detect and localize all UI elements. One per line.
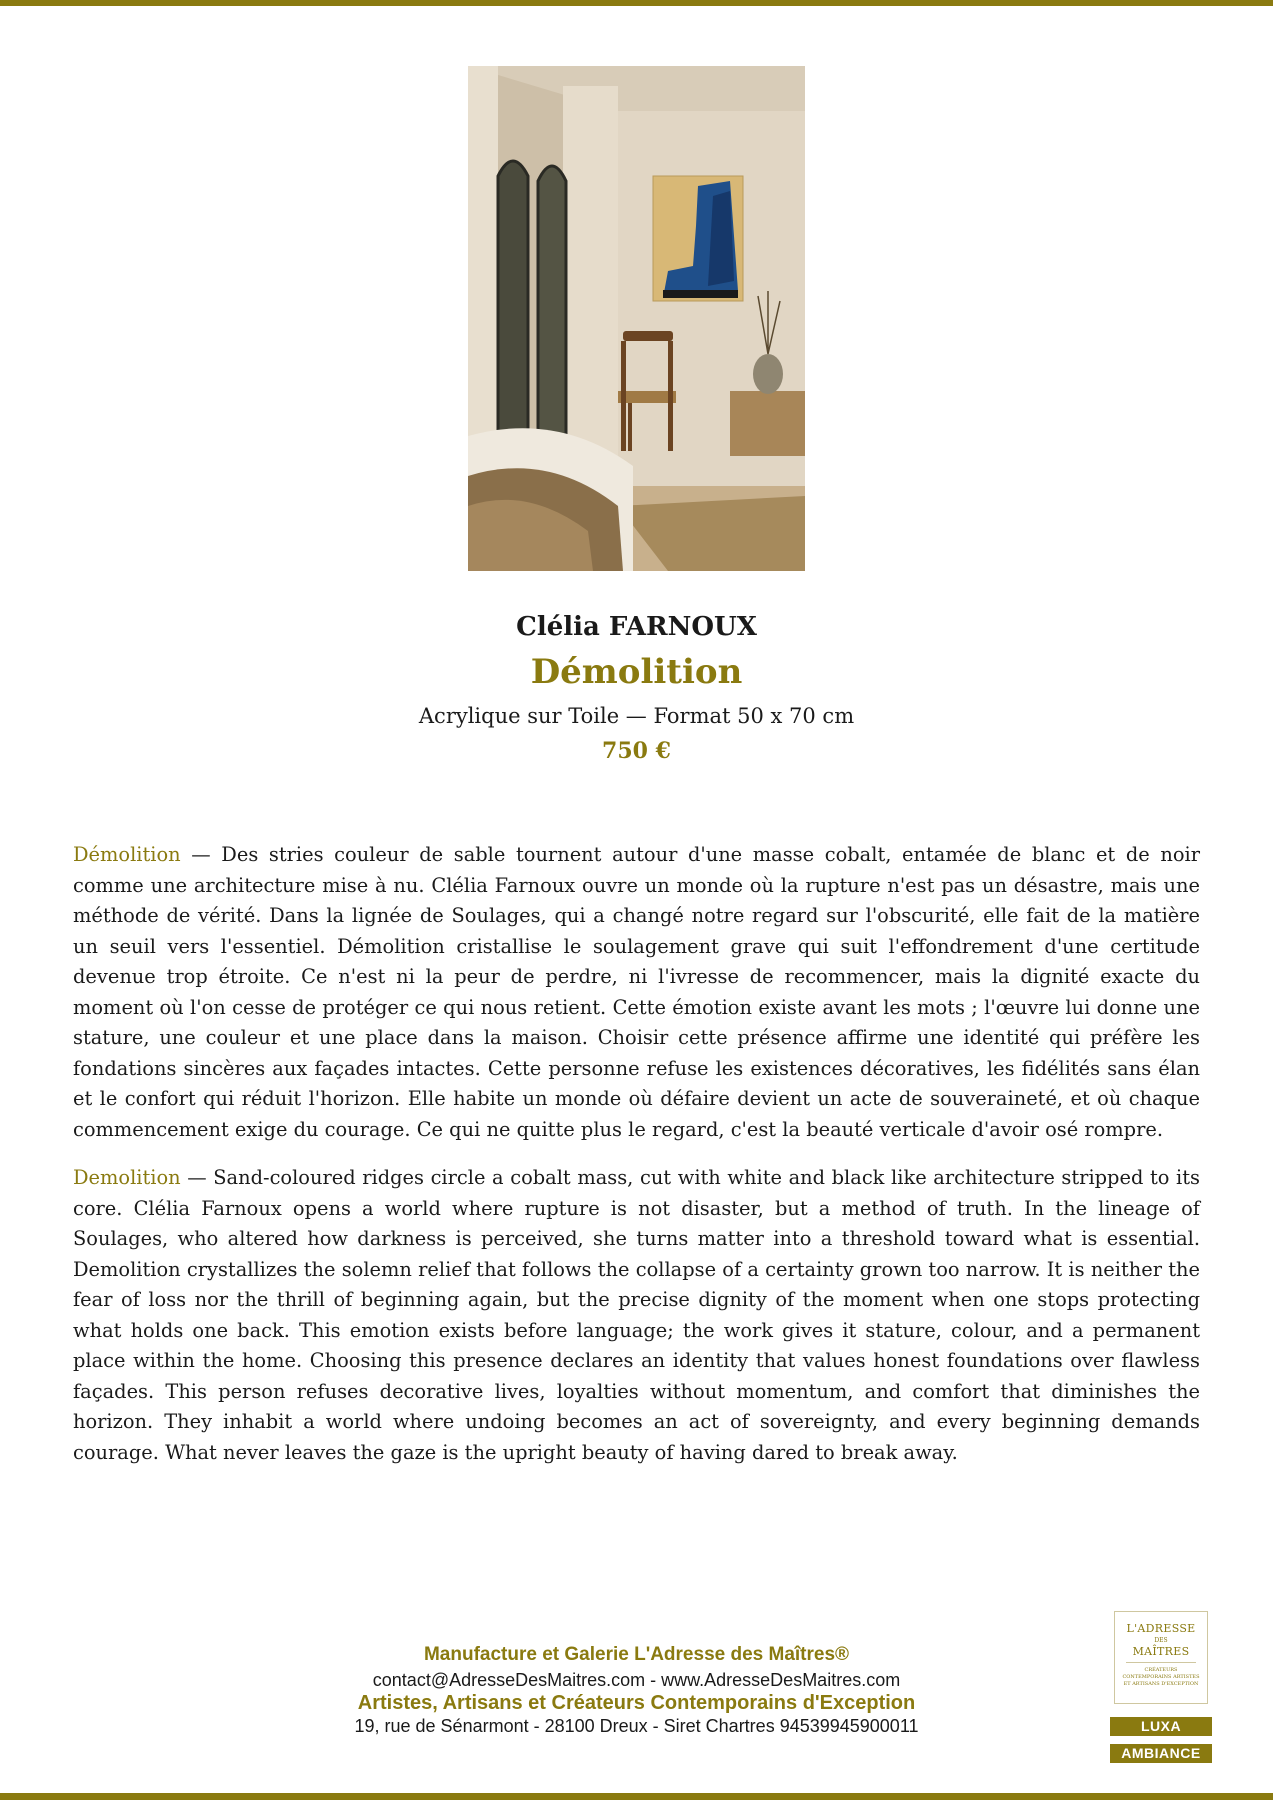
painting-on-wall	[653, 176, 743, 301]
logo-divider	[1126, 1662, 1196, 1663]
footer-gallery: Manufacture et Galerie L'Adresse des Maîtres®	[423, 1644, 850, 1665]
artwork-price: 750 €	[602, 738, 671, 764]
artwork-photo	[468, 66, 805, 571]
footer-address: 19, rue de Sénarmont - 28100 Dreux - Siret Chartres 94539945900011	[354, 1716, 919, 1736]
description-en	[73, 1163, 1200, 1468]
description-en-lead: Demolition	[73, 1166, 181, 1189]
ambiance-badge: AMBIANCE	[1110, 1744, 1212, 1763]
top-border	[0, 0, 1273, 6]
footer-contact: contact@AdresseDesMaitres.com - www.AdresseDesMaitres.com	[372, 1670, 901, 1690]
description-fr-text: — Des stries couleur de sable tournent autour d'une masse cobalt, entamée de blanc et de noir comme une architecture mise à nu. Clélia Farnoux ouvre un monde où la rupture n'est pas un désastre, mais une méthode de vérité. Dans la lignée de Soulages, qui a changé notre regard sur l'obscurité, elle fait de la matière un seuil vers l'essentiel. Démolition cristallise le soulagement grave qui suit l'effondrement d'une certitude devenue trop étroite. Ce n'est ni la peur de perdre, ni l'ivresse de recommencer, mais la dignité exacte du moment où l'on cesse de protéger ce qui nous retient. Cette émotion existe avant les mots ; l'œuvre lui donne une stature, une couleur et une place dans la maison. Choisir cette présence affirme une identité qui préfère les fondations sincères aux façades intactes. Cette personne refuse les existences décoratives, les fidélités sans élan et le confort qui réduit l'horizon. Elle habite un monde où défaire devient un acte de souveraineté, et où chaque commencement exige du courage. Ce qui ne quitte plus le regard, c'est la beauté verticale d'avoir osé rompre.	[73, 843, 1200, 1141]
description-fr-lead: Démolition	[73, 843, 181, 866]
logo-line-3: MAÎTRES	[1132, 1645, 1190, 1658]
room-illustration	[468, 66, 805, 571]
bottom-border	[0, 1793, 1273, 1800]
artwork-title: Démolition	[530, 652, 743, 692]
artist-name: Clélia FARNOUX	[516, 612, 757, 642]
logo-line-4: CRÉATEURS CONTEMPORAINS ARTISTES ET ARTISANS D'EXCEPTION	[1122, 1667, 1200, 1687]
luxa-badge: LUXA	[1110, 1717, 1212, 1736]
logo-line-1: L'ADRESSE	[1126, 1622, 1196, 1635]
gallery-logo	[1114, 1611, 1208, 1704]
description-en-text: — Sand-coloured ridges circle a cobalt mass, cut with white and black like architecture stripped to its core. Clélia Farnoux opens a world where rupture is not disaster, but a method of truth. In the lineage of Soulages, who altered how darkness is perceived, she turns matter into a threshold toward what is essential. Demolition crystallizes the solemn relief that follows the collapse of a certainty grown too narrow. It is neither the fear of loss nor the thrill of beginning again, but the precise dignity of the moment when one stops protecting what holds one back. This emotion exists before language; the work gives it stature, colour, and a permanent place within the home. Choosing this presence declares an identity that values honest foundations over flawless façades. This person refuses decorative lives, loyalties without momentum, and comfort that diminishes the horizon. They inhabit a world where undoing becomes an act of sovereignty, and every beginning demands courage. What never leaves the gaze is the upright beauty of having dared to break away.	[73, 1166, 1200, 1464]
artwork-medium: Acrylique sur Toile — Format 50 x 70 cm	[418, 704, 855, 728]
logo-line-2: DES	[1154, 1637, 1168, 1644]
description-fr	[73, 840, 1200, 1145]
footer-tagline: Artistes, Artisans et Créateurs Contemporains d'Exception	[357, 1692, 916, 1714]
